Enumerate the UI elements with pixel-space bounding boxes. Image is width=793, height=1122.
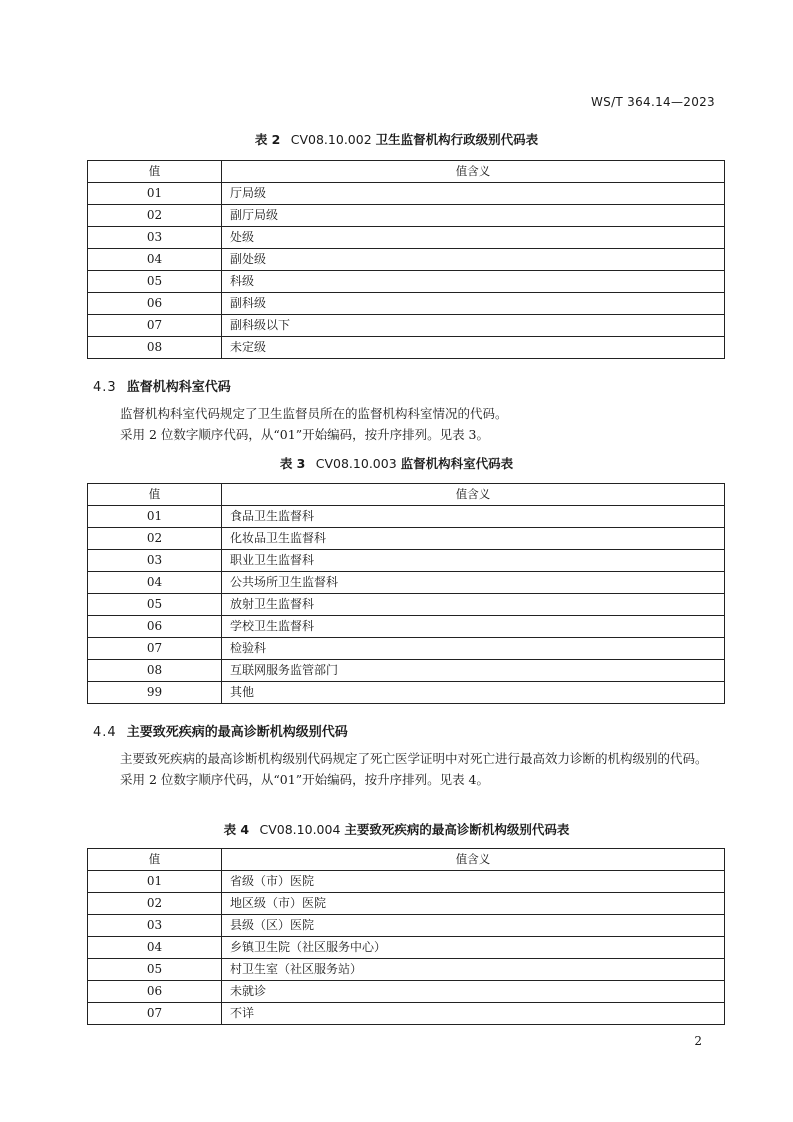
table3-row [88, 594, 725, 616]
table2-row [88, 183, 725, 205]
code-meaning-cell: 职业卫生监督科 [222, 550, 725, 572]
table3 [87, 483, 725, 704]
table4-row [88, 915, 725, 937]
standard-number: WS/T 364.14—2023 [591, 95, 715, 109]
code-meaning-cell: 副科级以下 [222, 315, 725, 337]
paragraph: 采用 2 位数字顺序代码，从“01”开始编码，按升序排列。见表 4。 [120, 772, 490, 787]
code-value-cell: 01 [88, 183, 222, 205]
code-value-cell: 02 [88, 205, 222, 227]
paragraph: 采用 2 位数字顺序代码，从“01”开始编码，按升序排列。见表 3。 [120, 427, 490, 442]
table3-caption [0, 454, 793, 472]
table4-caption [0, 820, 793, 838]
code-value-cell: 02 [88, 893, 222, 915]
page-number: 2 [694, 1034, 702, 1048]
code-meaning-cell: 学校卫生监督科 [222, 616, 725, 638]
code-value-cell: 04 [88, 572, 222, 594]
table4-row [88, 937, 725, 959]
code-value-cell: 04 [88, 937, 222, 959]
table4-code: CV08.10.004 [259, 822, 341, 837]
table3-row [88, 550, 725, 572]
code-meaning-cell: 县级（区）医院 [222, 915, 725, 937]
code-meaning-cell: 副厅局级 [222, 205, 725, 227]
section-4-3-heading [93, 376, 231, 395]
code-value-cell: 02 [88, 528, 222, 550]
code-meaning-cell: 厅局级 [222, 183, 725, 205]
code-value-cell: 06 [88, 616, 222, 638]
code-meaning-cell: 互联网服务监管部门 [222, 660, 725, 682]
code-value-cell: 05 [88, 271, 222, 293]
code-meaning-cell: 副科级 [222, 293, 725, 315]
column-header-value: 值 [88, 484, 222, 506]
table3-row [88, 572, 725, 594]
code-meaning-cell: 未定级 [222, 337, 725, 359]
code-meaning-cell: 地区级（市）医院 [222, 893, 725, 915]
table2-row [88, 271, 725, 293]
code-value-cell: 01 [88, 871, 222, 893]
table3-row [88, 506, 725, 528]
table2-row [88, 315, 725, 337]
code-value-cell: 05 [88, 959, 222, 981]
section-4-4-heading [93, 721, 348, 740]
table2-caption [0, 130, 793, 148]
table4-row [88, 893, 725, 915]
code-meaning-cell: 食品卫生监督科 [222, 506, 725, 528]
code-value-cell: 03 [88, 550, 222, 572]
table2 [87, 160, 725, 359]
code-value-cell: 04 [88, 249, 222, 271]
code-value-cell: 07 [88, 638, 222, 660]
column-header-meaning: 值含义 [222, 161, 725, 183]
section-number: 4.3 [93, 380, 117, 395]
table3-row [88, 660, 725, 682]
table2-title: 卫生监督机构行政级别代码表 [375, 132, 539, 147]
table2-row [88, 205, 725, 227]
code-meaning-cell: 省级（市）医院 [222, 871, 725, 893]
section-title: 监督机构科室代码 [126, 380, 231, 395]
code-value-cell: 08 [88, 337, 222, 359]
code-value-cell: 08 [88, 660, 222, 682]
paragraph: 主要致死疾病的最高诊断机构级别代码规定了死亡医学证明中对死亡进行最高效力诊断的机构级别的代码。 [120, 751, 708, 766]
column-header-meaning: 值含义 [222, 484, 725, 506]
code-value-cell: 06 [88, 293, 222, 315]
paragraph: 监督机构科室代码规定了卫生监督员所在的监督机构科室情况的代码。 [120, 406, 508, 421]
section-number: 4.4 [93, 725, 117, 740]
column-header-meaning: 值含义 [222, 849, 725, 871]
code-meaning-cell: 乡镇卫生院（社区服务中心） [222, 937, 725, 959]
table4-row [88, 959, 725, 981]
section-title: 主要致死疾病的最高诊断机构级别代码 [126, 725, 348, 740]
code-value-cell: 01 [88, 506, 222, 528]
table4-row [88, 871, 725, 893]
code-meaning-cell: 副处级 [222, 249, 725, 271]
table2-row [88, 249, 725, 271]
table4 [87, 848, 725, 1025]
section-4-3-body [93, 403, 725, 445]
table2-header-row [88, 161, 725, 183]
table2-row [88, 293, 725, 315]
code-value-cell: 07 [88, 1003, 222, 1025]
table3-row [88, 638, 725, 660]
code-meaning-cell: 未就诊 [222, 981, 725, 1003]
table3-code: CV08.10.003 [315, 456, 397, 471]
code-meaning-cell: 公共场所卫生监督科 [222, 572, 725, 594]
table2-number: 表 2 [254, 132, 281, 147]
table4-title: 主要致死疾病的最高诊断机构级别代码表 [344, 822, 570, 837]
table4-number: 表 4 [223, 822, 250, 837]
code-value-cell: 07 [88, 315, 222, 337]
table3-row [88, 616, 725, 638]
table4-header-row [88, 849, 725, 871]
section-4-4-body [93, 748, 725, 790]
table3-title: 监督机构科室代码表 [400, 456, 514, 471]
code-meaning-cell: 不详 [222, 1003, 725, 1025]
column-header-value: 值 [88, 161, 222, 183]
column-header-value: 值 [88, 849, 222, 871]
table3-number: 表 3 [279, 456, 306, 471]
table3-row [88, 682, 725, 704]
table3-row [88, 528, 725, 550]
code-meaning-cell: 其他 [222, 682, 725, 704]
table4-row [88, 1003, 725, 1025]
code-meaning-cell: 科级 [222, 271, 725, 293]
code-meaning-cell: 放射卫生监督科 [222, 594, 725, 616]
code-value-cell: 05 [88, 594, 222, 616]
code-value-cell: 06 [88, 981, 222, 1003]
code-meaning-cell: 检验科 [222, 638, 725, 660]
code-meaning-cell: 处级 [222, 227, 725, 249]
code-value-cell: 03 [88, 915, 222, 937]
table2-row [88, 337, 725, 359]
table2-code: CV08.10.002 [290, 132, 372, 147]
table3-header-row [88, 484, 725, 506]
code-value-cell: 03 [88, 227, 222, 249]
code-meaning-cell: 村卫生室（社区服务站） [222, 959, 725, 981]
table4-row [88, 981, 725, 1003]
code-value-cell: 99 [88, 682, 222, 704]
code-meaning-cell: 化妆品卫生监督科 [222, 528, 725, 550]
table2-row [88, 227, 725, 249]
